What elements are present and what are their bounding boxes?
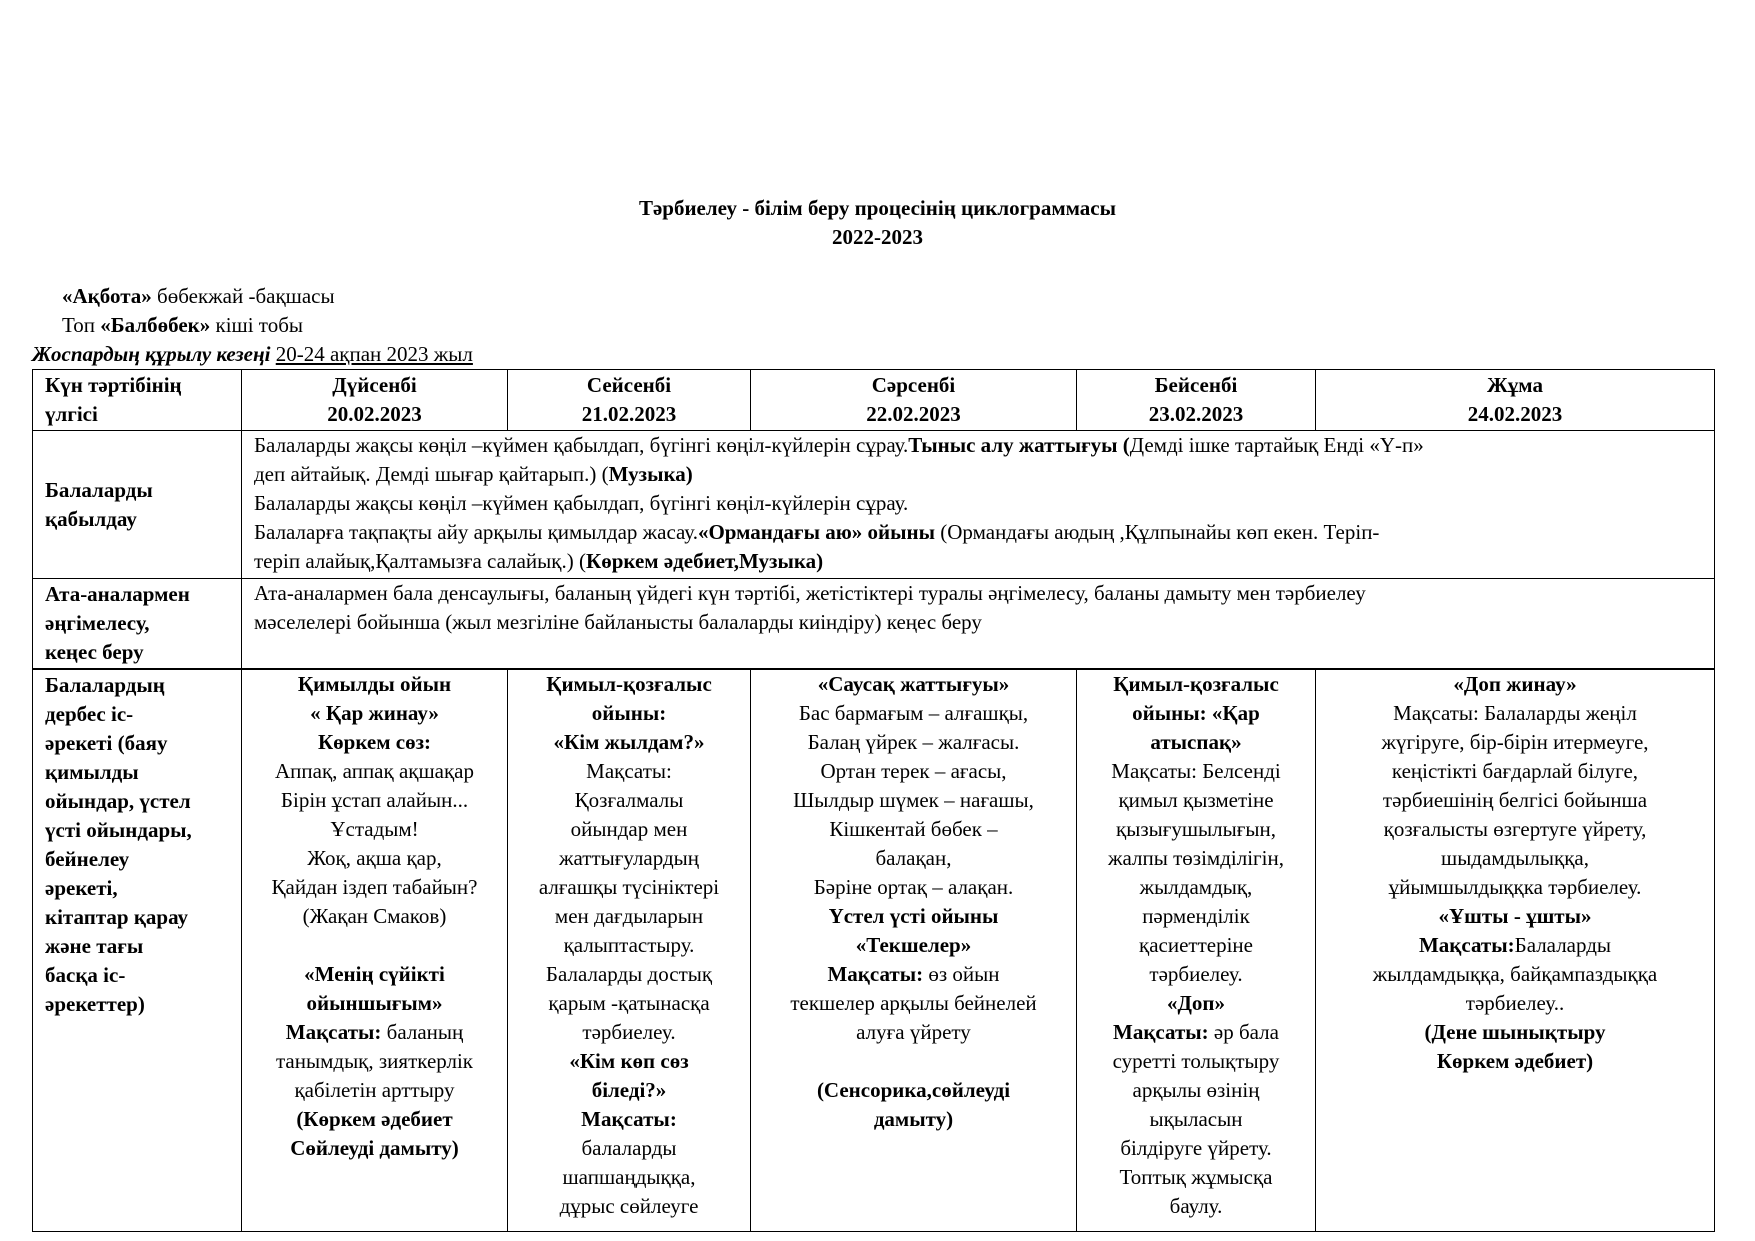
game-type: ойыны: [591, 701, 667, 725]
activity-label-line: және тағы [45, 934, 144, 958]
parents-label-line: әңгімелесу, [45, 611, 150, 635]
goal-line: қимыл қызметіне [1118, 788, 1274, 812]
plan-period-label: Жоспардың құрылу кезеңі [32, 342, 271, 366]
document-title: Тәрбиелеу - білім беру процесінің циклограммасы [638, 196, 1117, 220]
reception-text: деп айтайық. Демді шығар қайтарып.) ( [254, 462, 609, 486]
game-title: ойыншығым» [306, 991, 443, 1015]
goal-line: тәрбиелеу. [1149, 962, 1243, 986]
group-name-bold: «Балбөбек» [100, 313, 211, 337]
subject-tag: Көркем әдебиет,Музыка) [585, 549, 824, 573]
goal-line: кеңістікті бағдарлай білуге, [1391, 759, 1639, 783]
game-type: Қимылды ойын [297, 672, 452, 696]
goal-line: ықыласын [1149, 1107, 1243, 1131]
group-name-rest: кіші тобы [210, 313, 303, 337]
activity-label-line: дербес іс- [45, 702, 134, 726]
goal-line: мен дағдыларын [554, 904, 704, 928]
parents-label-line: Ата-аналармен [45, 582, 190, 606]
parents-row [33, 579, 1715, 670]
goal-label: Мақсаты: [1418, 933, 1515, 957]
schedule-header-cell [33, 370, 242, 431]
goal-line: дұрыс сөйлеуге [559, 1194, 699, 1218]
poem-line: Кішкентай бөбек – [829, 817, 998, 841]
reception-text: Демді ішке тартайық Енді «Ү-п» [1129, 433, 1424, 457]
game-title: біледі?» [591, 1078, 667, 1102]
day-name: Жұма [1487, 373, 1543, 397]
poem-line: Аппақ, аппақ ақшақар [275, 759, 474, 783]
activity-label-line: үсті ойындары, [45, 818, 192, 842]
game-type: Қимыл-қозғалыс [1113, 672, 1279, 696]
poem-line: Ортан терек – ағасы, [820, 759, 1007, 783]
goal-line: баулу. [1169, 1194, 1223, 1218]
goal-line: қалыптастыру. [563, 933, 695, 957]
activity-label-line: Балалардың [45, 673, 165, 697]
goal-line [246, 1018, 503, 1047]
goal-line: шыдамдылыққа, [1441, 846, 1589, 870]
goal-line: суретті толықтыру [1112, 1049, 1280, 1073]
goal-line: қарым -қатынасқа [548, 991, 710, 1015]
goal-line: қозғалысты өзгертуге үйрету, [1383, 817, 1647, 841]
game-title: «Доп жинау» [1453, 672, 1577, 696]
game-title: «Ормандағы аю» ойыны [697, 520, 936, 544]
day-header-thursday [1077, 370, 1316, 431]
parents-label-line: кеңес беру [45, 640, 144, 664]
parents-content [242, 579, 1715, 670]
goal-line: алғашқы түсініктері [538, 875, 720, 899]
goal-line [755, 960, 1072, 989]
reception-text: (Ормандағы аюдың ,Құлпынайы көп екен. Теріп- [935, 520, 1380, 544]
goal-line: ұйымшылдыққка тәрбиелеу. [1388, 875, 1642, 899]
activity-row [33, 669, 1715, 1231]
schedule-header-line: Күн тәртібінің [45, 373, 182, 397]
day-date: 23.02.2023 [1148, 402, 1244, 426]
goal-label: Мақсаты: [1113, 1020, 1209, 1044]
activity-label-cell [33, 669, 242, 1231]
reception-line-4 [254, 518, 1702, 547]
goal-line: Балаларды достық [545, 962, 713, 986]
game-title: «Ұшты - ұшты» [1438, 904, 1592, 928]
spacer [246, 931, 503, 960]
reception-text: теріп алайық,Қалтамызға салайық.) ( [254, 549, 586, 573]
poem-line: Ұстадым! [330, 817, 419, 841]
subject-tag: дамыту) [873, 1107, 954, 1131]
game-title: «Кім көп сөз [569, 1049, 689, 1073]
game-title: «Менің сүйікті [304, 962, 445, 986]
goal-line: тәрбиелеу.. [1465, 991, 1565, 1015]
goal-line: пәрменділік [1142, 904, 1250, 928]
day-header-monday [242, 370, 508, 431]
goal-line: арқылы өзінің [1132, 1078, 1260, 1102]
subject-tag: Музыка) [608, 462, 693, 486]
friday-activity-cell [1316, 669, 1715, 1231]
game-title: «Саусақ жаттығуы» [817, 672, 1010, 696]
goal-line: текшелер арқылы бейнелей [790, 991, 1037, 1015]
goal-text: өз ойын [923, 962, 1000, 986]
goal-label: Мақсаты: [586, 759, 672, 783]
goal-line: тәрбиешінің белгісі бойынша [1382, 788, 1648, 812]
activity-label-line: әрекеті, [45, 876, 118, 900]
activity-label-line: әрекеті (баяу [45, 731, 168, 755]
goal-line: жылдамдық, [1139, 875, 1253, 899]
schedule-header-line: үлгісі [45, 402, 98, 426]
activity-label-line: қимылды [45, 760, 139, 784]
parents-text-line: Ата-аналармен бала денсаулығы, баланың үйдегі күн тәртібі, жетістіктері туралы әңгімелесу, баланы дамыту мен тәрбиелеу [254, 581, 1366, 605]
game-title: « Қар жинау» [310, 701, 439, 725]
kindergarten-name [62, 284, 335, 309]
game-title: «Доп» [1166, 991, 1226, 1015]
reception-text: Балаларға тақпақты айу арқылы қимылдар жасау. [254, 520, 698, 544]
parents-text-line: мәселелері бойынша (жыл мезгіліне байланысты балаларды киіндіру) кеңес беру [254, 610, 982, 634]
poem-line: Бірін ұстап алайын... [280, 788, 469, 812]
document-year: 2022-2023 [832, 225, 923, 249]
subject-tag: Сөйлеуді дамыту) [290, 1136, 459, 1160]
goal-line: танымдық, зияткерлік [276, 1049, 473, 1073]
goal-line: Мақсаты: Балаларды жеңіл [1393, 701, 1637, 725]
day-date: 20.02.2023 [327, 402, 422, 426]
reception-row [33, 431, 1715, 579]
goal-line: білдіруге үйрету. [1120, 1136, 1272, 1160]
day-name: Бейсенбі [1154, 373, 1238, 397]
reception-line-2 [254, 460, 1702, 489]
activity-label-line: ойындар, үстел [45, 789, 191, 813]
goal-line: тәрбиелеу. [582, 1020, 676, 1044]
goal-text: баланың [381, 1020, 464, 1044]
day-name: Дүйсенбі [332, 373, 417, 397]
subject-tag: Көркем әдебиет) [1436, 1049, 1594, 1073]
reception-label-cell [33, 431, 242, 579]
group-prefix: Топ [62, 313, 101, 337]
goal-line: Қозғалмалы [574, 788, 684, 812]
poem-line: Бәріне ортақ – алақан. [813, 875, 1014, 899]
activity-label-line: әрекеттер) [45, 992, 145, 1016]
goal-line: қасиеттеріне [1139, 933, 1253, 957]
goal-label: Мақсаты: [827, 962, 924, 986]
activity-label-line: бейнелеу [45, 847, 130, 871]
reception-line-1 [254, 431, 1702, 460]
goal-line: қабілетін арттыру [294, 1078, 455, 1102]
goal-text: әр бала [1208, 1020, 1279, 1044]
reception-label-line: Балаларды [45, 477, 153, 502]
wednesday-activity-cell [751, 669, 1077, 1231]
day-header-friday [1316, 370, 1715, 431]
poem-line: Шылдыр шүмек – нағашы, [793, 788, 1034, 812]
reception-text: Балаларды жақсы көңіл –күймен қабылдап, бүгінгі көңіл-күйлерін сұрау. [254, 433, 909, 457]
poem-line: Балаң үйрек – жалғасы. [807, 730, 1020, 754]
goal-label: Мақсаты: [581, 1107, 677, 1131]
goal-line: жүгіруге, бір-бірін итермеуге, [1381, 730, 1649, 754]
goal-line [1081, 1018, 1311, 1047]
goal-text: Балаларды [1514, 933, 1612, 957]
game-type: Қимыл-қозғалыс [546, 672, 712, 696]
goal-label: Мақсаты: [285, 1020, 382, 1044]
reception-content [242, 431, 1715, 579]
goal-line: шапшаңдыққа, [562, 1165, 696, 1189]
poem-line: Қайдан іздеп табайын? [271, 875, 478, 899]
goal-line: алуға үйрету [856, 1020, 971, 1044]
kindergarten-name-bold: «Ақбота» [62, 284, 152, 308]
day-date: 21.02.2023 [581, 402, 677, 426]
plan-period [32, 342, 473, 367]
reception-label-line: қабылдау [45, 506, 137, 531]
goal-line [1320, 931, 1710, 960]
day-date: 22.02.2023 [866, 402, 961, 426]
activity-label-line: кітаптар қарау [45, 905, 189, 929]
poem-line: балақан, [875, 846, 952, 870]
game-title: ойыны: «Қар [1132, 701, 1260, 725]
game-title: атыспақ» [1150, 730, 1242, 754]
reception-line-3: Балаларды жақсы көңіл –күймен қабылдап, бүгінгі көңіл-күйлерін сұрау. [254, 491, 909, 515]
goal-line: балаларды [581, 1136, 677, 1160]
breathing-exercise-title: Тыныс алу жаттығуы ( [908, 433, 1130, 457]
day-name: Сейсенбі [586, 373, 672, 397]
goal-line: жылдамдыққа, байқампаздыққа [1372, 962, 1658, 986]
plan-period-value: 20-24 ақпан 2023 жыл [275, 342, 473, 366]
cyclogram-table [32, 369, 1715, 1232]
goal-line: жаттығулардың [559, 846, 699, 870]
poem-author: (Жақан Смаков) [302, 904, 447, 928]
goal-line: жалпы төзімділігін, [1108, 846, 1284, 870]
day-header-wednesday [751, 370, 1077, 431]
day-date: 24.02.2023 [1467, 402, 1563, 426]
reception-line-5 [254, 547, 1702, 576]
tuesday-activity-cell [508, 669, 751, 1231]
subject-tag: (Көркем әдебиет [296, 1107, 453, 1131]
spacer [755, 1047, 1072, 1076]
goal-line: қызығушылығын, [1116, 817, 1276, 841]
header-row [33, 370, 1715, 431]
parents-label-cell [33, 579, 242, 670]
monday-activity-cell [242, 669, 508, 1231]
subject-tag: (Сенсорика,сөйлеуді [816, 1078, 1011, 1102]
day-name: Сәрсенбі [871, 373, 956, 397]
day-header-tuesday [508, 370, 751, 431]
poem-line: Жоқ, ақша қар, [307, 846, 442, 870]
game-title: «Кім жылдам?» [553, 730, 705, 754]
section-heading: Көркем сөз: [317, 730, 432, 754]
activity-label-line: басқа іс- [45, 963, 126, 987]
poem-line: Бас бармағым – алғашқы, [798, 701, 1029, 725]
goal-line: Топтық жұмысқа [1119, 1165, 1273, 1189]
group-name [62, 313, 303, 338]
goal-line: Мақсаты: Белсенді [1111, 759, 1281, 783]
goal-line: ойындар мен [570, 817, 688, 841]
thursday-activity-cell [1077, 669, 1316, 1231]
game-type: Үстел үсті ойыны [828, 904, 999, 928]
kindergarten-name-rest: бөбекжай -бақшасы [151, 284, 335, 308]
subject-tag: (Дене шынықтыру [1424, 1020, 1606, 1044]
game-title: «Текшелер» [855, 933, 972, 957]
